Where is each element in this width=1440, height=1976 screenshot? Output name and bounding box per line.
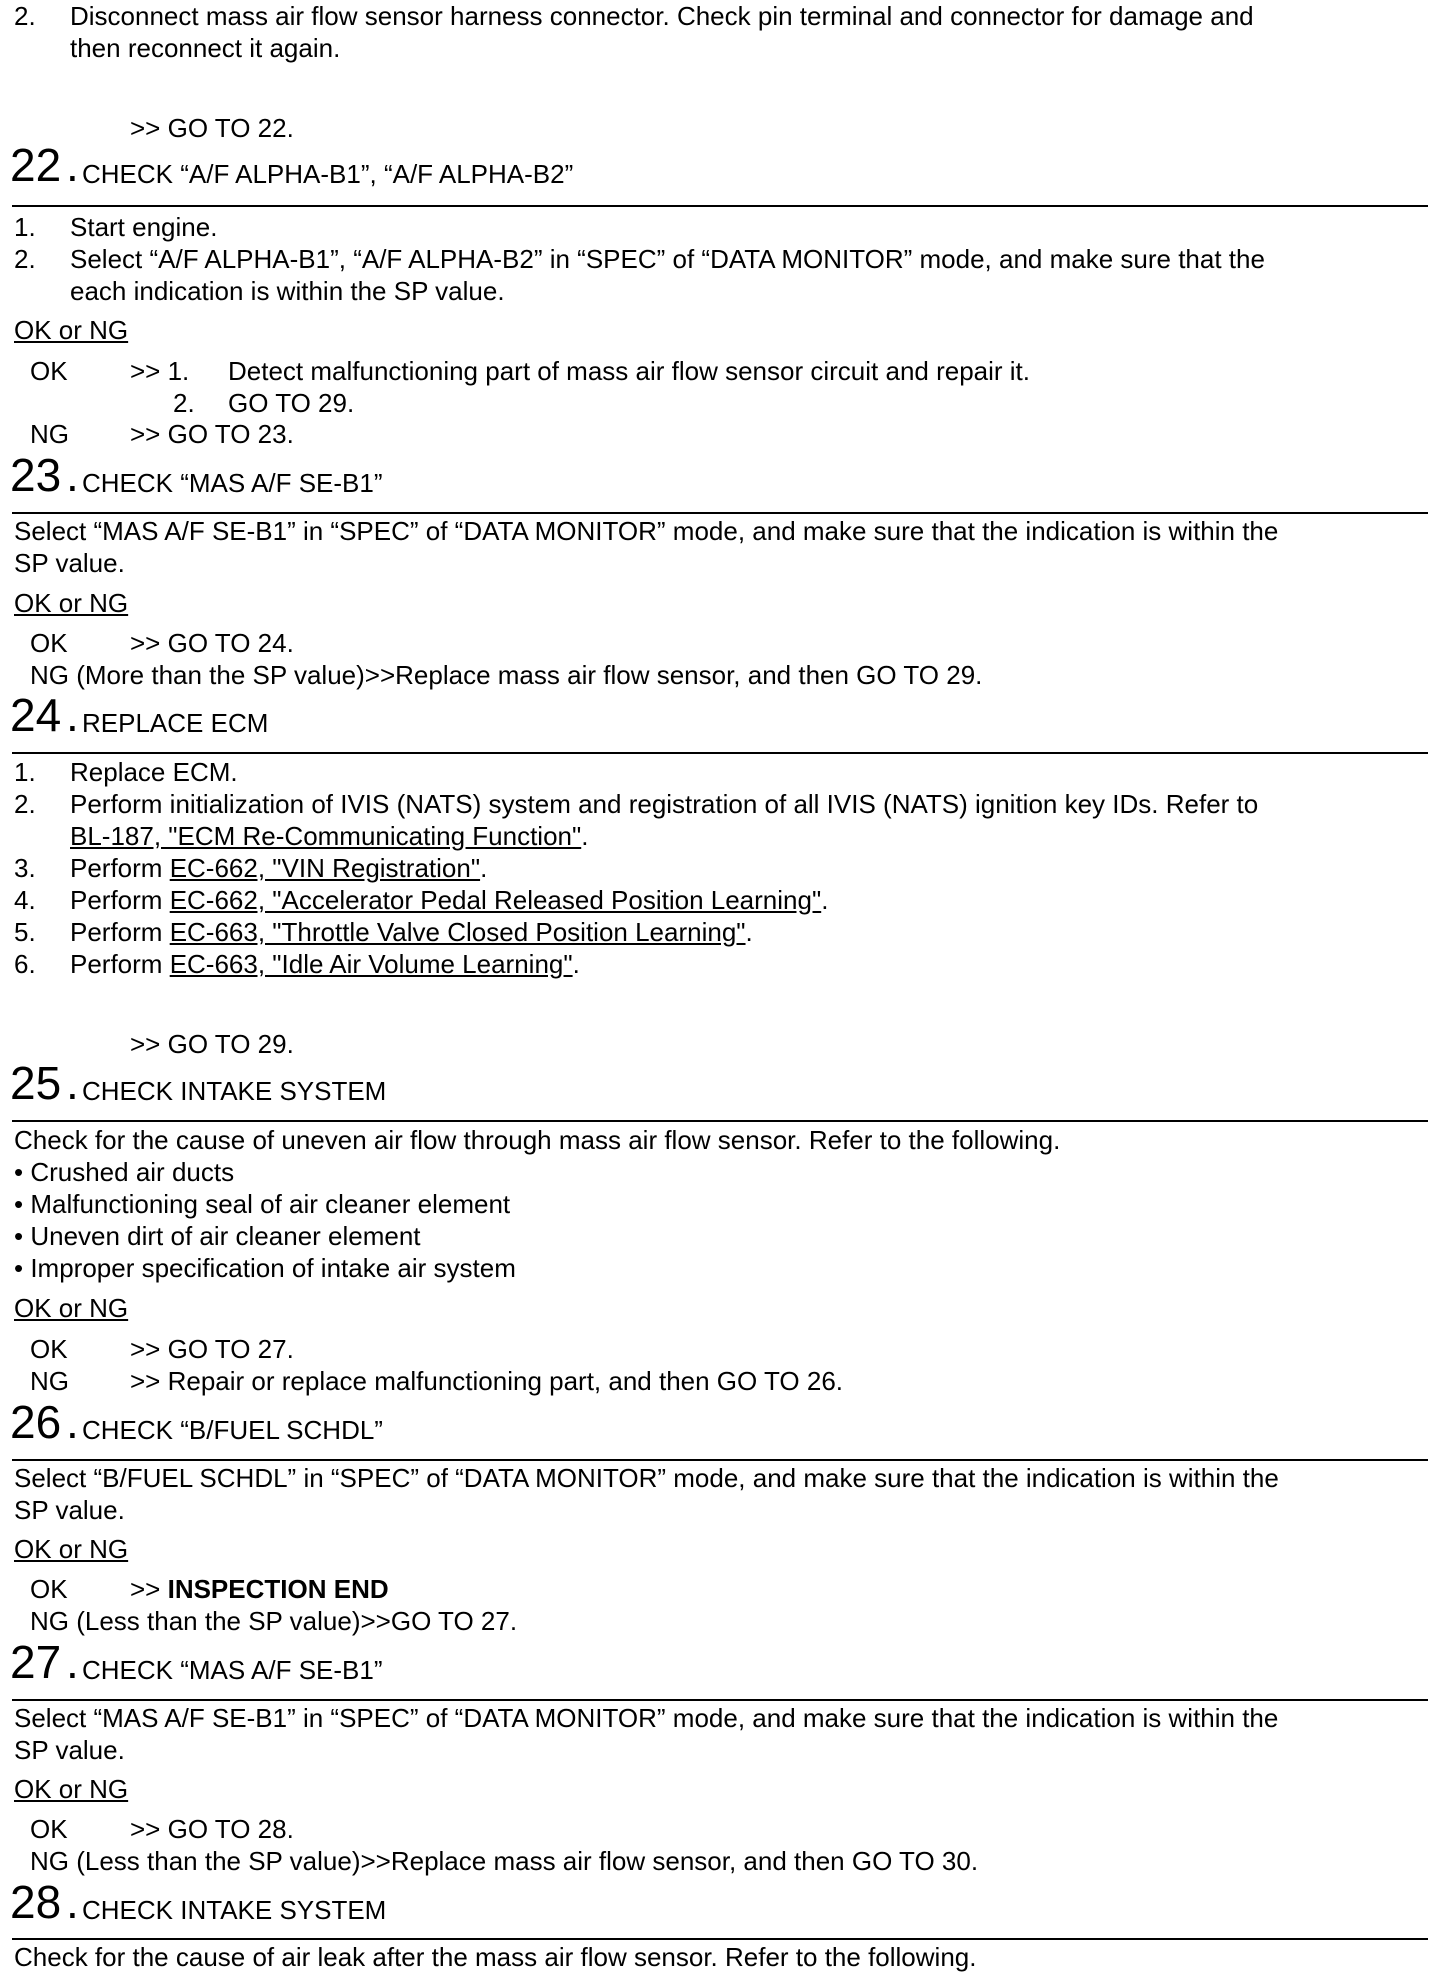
ng-label: NG — [30, 419, 69, 449]
divider — [12, 1699, 1428, 1701]
goto-instruction: >> GO TO 22. — [130, 113, 294, 143]
section-title: CHECK INTAKE SYSTEM — [82, 1895, 387, 1925]
ng-label: NG — [30, 1366, 69, 1396]
section-title: CHECK “MAS A/F SE-B1” — [82, 1655, 383, 1685]
ok-action: GO TO 29. — [228, 388, 355, 418]
section-dot: . — [66, 1057, 79, 1109]
divider — [12, 205, 1428, 207]
step-number: 1. — [14, 757, 36, 787]
instruction-text: Select “MAS A/F SE-B1” in “SPEC” of “DATA MONITOR” mode, and make sure that the indication is within the — [14, 1703, 1279, 1733]
section-number: 22 — [10, 139, 62, 191]
step-text: Start engine. — [70, 212, 218, 242]
step-number: 6. — [14, 949, 36, 979]
ok-action: >> INSPECTION END — [130, 1574, 389, 1604]
ok-action: >> GO TO 27. — [130, 1334, 294, 1364]
bullet-item: • Crushed air ducts — [14, 1157, 235, 1187]
section-number: 25 — [10, 1057, 62, 1109]
step-text: Perform initialization of IVIS (NATS) system and registration of all IVIS (NATS) ignition key IDs. Refer to — [70, 789, 1259, 819]
goto-instruction: >> GO TO 29. — [130, 1029, 294, 1059]
ng-line: NG (More than the SP value)>>Replace mass air flow sensor, and then GO TO 29. — [30, 660, 983, 690]
step-text: Disconnect mass air flow sensor harness connector. Check pin terminal and connector for damage and — [70, 1, 1254, 31]
section-number: 27 — [10, 1636, 62, 1688]
section-dot: . — [66, 1876, 79, 1928]
ng-action: >> GO TO 23. — [130, 419, 294, 449]
step-text: Perform EC-663, "Throttle Valve Closed Position Learning". — [70, 917, 753, 947]
section-dot: . — [66, 689, 79, 741]
reference-link[interactable]: EC-663, "Throttle Valve Closed Position Learning" — [169, 917, 746, 947]
ok-or-ng-heading: OK or NG — [14, 1534, 129, 1564]
bullet-item: • Malfunctioning seal of air cleaner element — [14, 1189, 511, 1219]
ng-line: NG (Less than the SP value)>>GO TO 27. — [30, 1606, 518, 1636]
section-dot: . — [66, 449, 79, 501]
instruction-text: Check for the cause of air leak after the mass air flow sensor. Refer to the following. — [14, 1942, 977, 1972]
instruction-text: Select “MAS A/F SE-B1” in “SPEC” of “DATA MONITOR” mode, and make sure that the indication is within the — [14, 516, 1279, 546]
step-text: Select “A/F ALPHA-B1”, “A/F ALPHA-B2” in “SPEC” of “DATA MONITOR” mode, and make sure that the — [70, 244, 1265, 274]
ok-or-ng-heading: OK or NG — [14, 315, 129, 345]
ok-or-ng-heading: OK or NG — [14, 1774, 129, 1804]
step-text: then reconnect it again. — [70, 33, 341, 63]
instruction-text: SP value. — [14, 1495, 125, 1525]
ok-or-ng-heading: OK or NG — [14, 1293, 129, 1323]
reference-link[interactable]: BL-187, "ECM Re-Communicating Function" — [70, 821, 582, 851]
section-number: 23 — [10, 449, 62, 501]
step-number: 1. — [14, 212, 36, 242]
instruction-text: SP value. — [14, 548, 125, 578]
step-text: Replace ECM. — [70, 757, 238, 787]
step-text: BL-187, "ECM Re-Communicating Function". — [70, 821, 589, 851]
divider — [12, 752, 1428, 754]
step-text: Perform EC-662, "VIN Registration". — [70, 853, 488, 883]
divider — [12, 1459, 1428, 1461]
bullet-item: • Improper specification of intake air system — [14, 1253, 516, 1283]
ok-action-number: >> 1. — [130, 356, 190, 386]
ng-action: >> Repair or replace malfunctioning part, and then GO TO 26. — [130, 1366, 844, 1396]
ok-label: OK — [30, 1574, 68, 1604]
divider — [12, 1120, 1428, 1122]
step-number: 4. — [14, 885, 36, 915]
section-dot: . — [66, 1396, 79, 1448]
section-dot: . — [66, 139, 79, 191]
step-number: 2. — [14, 1, 36, 31]
section-title: CHECK “MAS A/F SE-B1” — [82, 468, 383, 498]
step-text: each indication is within the SP value. — [70, 276, 505, 306]
ok-label: OK — [30, 1334, 68, 1364]
instruction-text: Check for the cause of uneven air flow through mass air flow sensor. Refer to the following. — [14, 1125, 1061, 1155]
section-title: CHECK “A/F ALPHA-B1”, “A/F ALPHA-B2” — [82, 159, 574, 189]
ok-or-ng-heading: OK or NG — [14, 588, 129, 618]
step-number: 3. — [14, 853, 36, 883]
section-number: 24 — [10, 689, 62, 741]
instruction-text: Select “B/FUEL SCHDL” in “SPEC” of “DATA MONITOR” mode, and make sure that the indication is within the — [14, 1463, 1279, 1493]
step-number: 2. — [14, 789, 36, 819]
ok-action: >> GO TO 24. — [130, 628, 294, 658]
section-dot: . — [66, 1636, 79, 1688]
ok-action: >> GO TO 28. — [130, 1814, 294, 1844]
ng-line: NG (Less than the SP value)>>Replace mass air flow sensor, and then GO TO 30. — [30, 1846, 979, 1876]
reference-link[interactable]: EC-662, "Accelerator Pedal Released Position Learning" — [169, 885, 822, 915]
divider — [12, 512, 1428, 514]
section-title: CHECK “B/FUEL SCHDL” — [82, 1415, 383, 1445]
step-number: 2. — [14, 244, 36, 274]
ok-label: OK — [30, 1814, 68, 1844]
ok-label: OK — [30, 356, 68, 386]
instruction-text: SP value. — [14, 1735, 125, 1765]
section-title: CHECK INTAKE SYSTEM — [82, 1076, 387, 1106]
reference-link[interactable]: EC-662, "VIN Registration" — [169, 853, 481, 883]
section-title: REPLACE ECM — [82, 708, 269, 738]
step-number: 5. — [14, 917, 36, 947]
ok-action-number: 2. — [173, 388, 195, 418]
section-number: 28 — [10, 1876, 62, 1928]
section-number: 26 — [10, 1396, 62, 1448]
reference-link[interactable]: EC-663, "Idle Air Volume Learning" — [169, 949, 573, 979]
bullet-item: • Uneven dirt of air cleaner element — [14, 1221, 421, 1251]
step-text: Perform EC-663, "Idle Air Volume Learning". — [70, 949, 580, 979]
step-text: Perform EC-662, "Accelerator Pedal Released Position Learning". — [70, 885, 829, 915]
divider — [12, 1938, 1428, 1940]
ok-label: OK — [30, 628, 68, 658]
ok-action: Detect malfunctioning part of mass air flow sensor circuit and repair it. — [228, 356, 1031, 386]
